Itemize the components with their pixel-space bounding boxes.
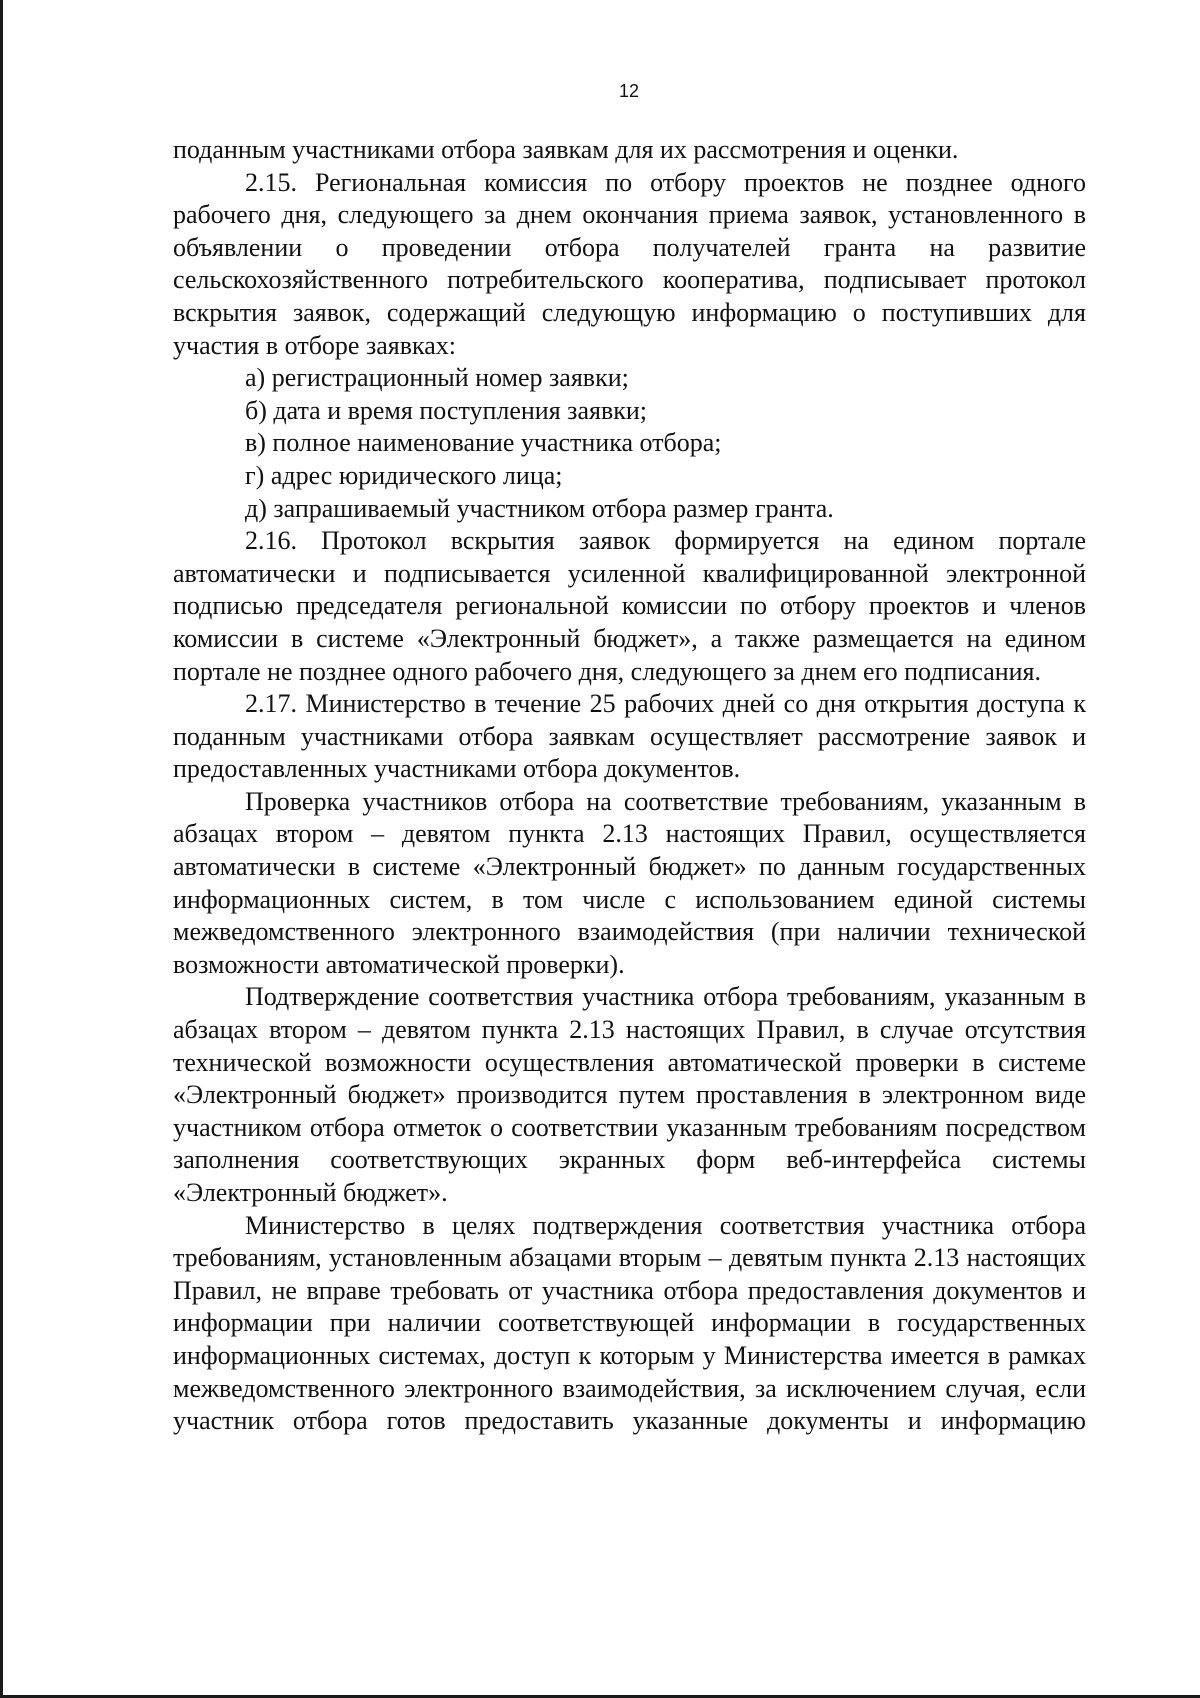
paragraph-2-17: 2.17. Министерство в течение 25 рабочих дней со дня открытия доступа к поданным участниками отбора заявкам осуществляет рассмотрение заявок и предоставленных участниками отбора документов. xyxy=(173,689,1086,784)
list-item-b: б) дата и время поступления заявки; xyxy=(245,395,647,425)
list-item-a: а) регистрационный номер заявки; xyxy=(245,363,629,393)
paragraph-ministry: Министерство в целях подтверждения соответствия участника отбора требованиям, установленным абзацами вторым – девятым пункта 2.13 настоящих Правил, не вправе требовать от участника отбора предоставления документов и информации при наличии соответствующей информации в государственных информационных системах, доступ к которым у Министерства имеется в рамках межведомственного электронного взаимодействия, за исключением случая, если участник отбора готов предоставить указанные документы и информацию xyxy=(173,1210,1086,1436)
page-number: 12 xyxy=(618,81,640,101)
list-item-d: д) запрашиваемый участником отбора размер гранта. xyxy=(245,493,834,523)
paragraph-2-15: 2.15. Региональная комиссия по отбору проектов не позднее одного рабочего дня, следующего за днем окончания приема заявок, установленного в объявлении о проведении отбора получателей гранта на развитие сельскохозяйственного потребительского кооператива, подписывает протокол вскрытия заявок, содержащий следующую информацию о поступивших для участия в отборе заявках: xyxy=(173,167,1086,360)
paragraph-continuation: поданным участниками отбора заявкам для их рассмотрения и оценки. xyxy=(173,135,959,164)
list-item-g: г) адрес юридического лица; xyxy=(245,460,563,490)
document-body xyxy=(173,134,1086,1438)
paragraph-2-16: 2.16. Протокол вскрытия заявок формируется на едином портале автоматически и подписывается усиленной квалифицированной электронной подписью председателя региональной комиссии по отбору проектов и членов комиссии в системе «Электронный бюджет», а также размещается на едином портале не позднее одного рабочего дня, следующего за днем его подписания. xyxy=(173,526,1086,686)
list-item-v: в) полное наименование участника отбора; xyxy=(245,428,722,458)
paragraph-confirmation: Подтверждение соответствия участника отбора требованиям, указанным в абзацах втором – девятом пункта 2.13 настоящих Правил, в случае отсутствия технической возможности осуществления автоматической проверки в системе «Электронный бюджет» производится путем проставления в электронном виде участником отбора отметок о соответствии указанным требованиям посредством заполнения соответствующих экранных форм веб-интерфейса системы «Электронный бюджет». xyxy=(173,982,1086,1207)
scan-border-left xyxy=(0,0,3,1698)
paragraph-verification: Проверка участников отбора на соответствие требованиям, указанным в абзацах втором – девятом пункта 2.13 настоящих Правил, осуществляется автоматически в системе «Электронный бюджет» по данным государственных информационных систем, в том числе с использованием единой системы межведомственного электронного взаимодействия (при наличии технической возможности автоматической проверки). xyxy=(173,786,1086,979)
